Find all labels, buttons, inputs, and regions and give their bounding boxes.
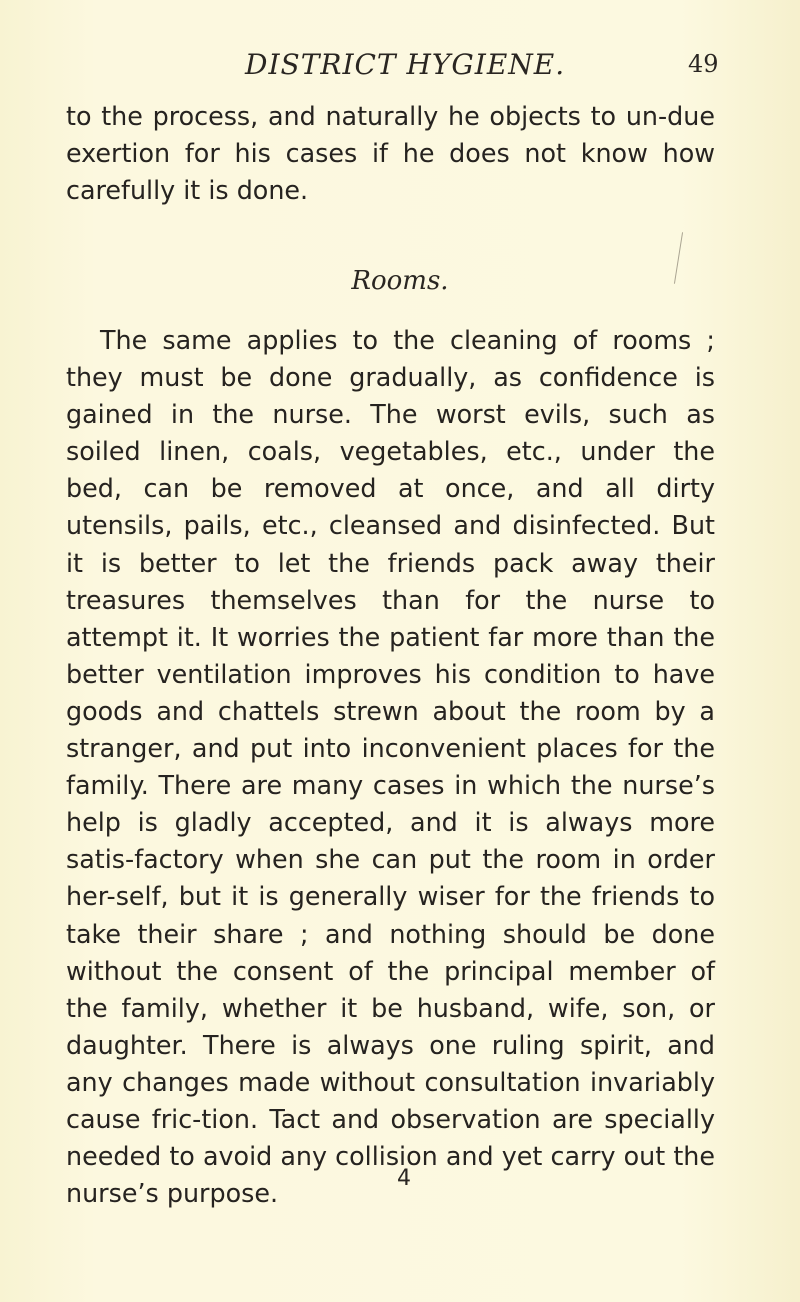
signature-mark: 4 — [397, 1166, 411, 1191]
main-paragraph-text: The same applies to the cleaning of rooms ; they must be done gradually, as confidence is gained in the nurse. The worst evils, such as soiled linen, coals, vegetables, etc., under the bed, can be removed at once, and all dirty utensils, pails, etc., cleansed and disinfected. But it is better to let the friends pack away their treasures themselves than for the nurse to attempt it. It worries the patient far more than the better ventilation improves his condition to have goods and chattels strewn about the room by a stranger, and put into inconvenient places for the family. There are many cases in which the nurse’s help is gladly accepted, and it is always more satis-factory when she can put the room in order her-self, but it is generally wiser for the friends to take their share ; and nothing should be done without the consent of the principal member of the family, whether it be husband, wife, son, or daughter. There is always one ruling spirit, and any changes made without consultation invariably cause fric-tion. Tact and observation are specially needed to avoid any collision and yet carry out the nurse’s purpose. — [66, 325, 715, 1209]
opening-paragraph — [66, 98, 715, 209]
main-paragraph — [66, 322, 715, 1212]
running-title: DISTRICT HYGIENE. — [245, 48, 566, 81]
running-head — [0, 48, 800, 88]
page-number: 49 — [688, 50, 719, 78]
section-heading: Rooms. — [351, 266, 449, 296]
opening-paragraph-text: to the process, and naturally he objects to un-due exertion for his cases if he does not know how carefully it is done. — [66, 101, 715, 206]
